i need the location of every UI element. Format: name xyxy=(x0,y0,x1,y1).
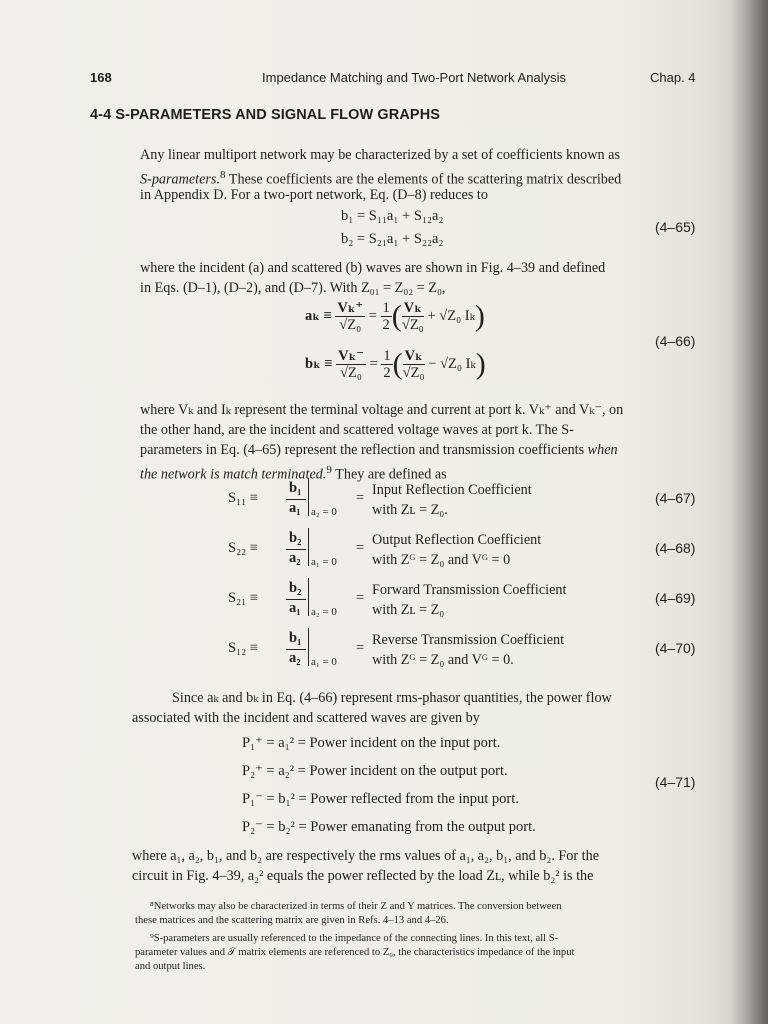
para1-line3: in Appendix D. For a two-port network, Eq. (D–8) reduces to xyxy=(140,187,488,203)
sparam-description: Input Reflection Coefficient xyxy=(372,482,532,498)
footnote-8-line2: these matrices and the scattering matrix are given in Refs. 4–13 and 4–26. xyxy=(135,915,449,926)
para2-line2: in Eqs. (D–1), (D–2), and (D–7). With Z₀₁ = Z₀₂ = Z₀, xyxy=(140,280,446,296)
para4-line2: associated with the incident and scattered waves are given by xyxy=(132,710,480,726)
para5-line2: circuit in Fig. 4–39, a₂² equals the power reflected by the load Zʟ, while b₂² is the xyxy=(132,868,594,884)
page-number: 168 xyxy=(90,70,112,85)
para3-line4-rest: They are defined as xyxy=(331,466,447,483)
eq-4-66-a-one: 1 xyxy=(382,300,390,316)
eq-4-66-b-equals: = xyxy=(369,355,382,372)
eq-4-66-a-num: Vₖ⁺ xyxy=(337,300,364,316)
sparam-numerator: b₁ xyxy=(289,480,302,496)
eq-4-66-a-inner-num: Vₖ xyxy=(403,300,422,316)
eq-4-66-b-minus-term: − √Z₀ Iₖ xyxy=(428,355,476,372)
eq-4-71-row1: P₁⁺ = a₁² = Power incident on the input port. xyxy=(242,735,501,751)
sparam-equals: = xyxy=(356,540,365,556)
sparam-equals: = xyxy=(356,640,365,656)
eq-4-65-row2: b₂ = S₂₁a₁ + S₂₂a₂ xyxy=(341,231,444,247)
footnote-9-line1: ⁹S-parameters are usually referenced to the impedance of the connecting lines. In this text, all S- xyxy=(150,933,559,944)
sparam-lhs: S₁₁ ≡ xyxy=(228,490,258,506)
eq-4-65-row1: b₁ = S₁₁a₁ + S₁₂a₂ xyxy=(341,208,444,224)
eq-4-66-b-half xyxy=(381,348,392,381)
sparam-description: Output Reflection Coefficient xyxy=(372,532,542,548)
eq-4-66-b-lhs: bₖ ≡ xyxy=(305,355,333,372)
sparam-eq-number: (4–68) xyxy=(655,540,696,556)
sparam-evaluation-bar xyxy=(308,628,309,666)
eq-4-66-number: (4–66) xyxy=(655,333,696,349)
sparam-equals: = xyxy=(356,490,365,506)
eq-4-66-a-two: 2 xyxy=(382,317,390,333)
eq-4-71-row2: P₂⁺ = a₂² = Power incident on the output port. xyxy=(242,763,508,779)
eq-4-66-a-den: √Z₀ xyxy=(339,317,362,333)
eq-4-66-b-num: Vₖ⁻ xyxy=(338,348,364,364)
para4-line1: Since aₖ and bₖ in Eq. (4–66) represent rms-phasor quantities, the power flow xyxy=(172,690,612,706)
para3-line1: where Vₖ and Iₖ represent the terminal voltage and current at port k. Vₖ⁺ and Vₖ⁻, on xyxy=(140,402,624,418)
sparam-condition: a₂ = 0 xyxy=(311,606,337,618)
sparam-evaluation-bar xyxy=(308,478,309,516)
sparam-condition-text: with Zʟ = Z₀. xyxy=(372,502,448,518)
sparam-equals: = xyxy=(356,590,365,606)
footnote-ref-9: 9 xyxy=(326,464,332,476)
sparam-evaluation-bar xyxy=(308,528,309,566)
sparam-denominator: a₂ xyxy=(289,550,301,566)
eq-4-66-a-lhs: aₖ ≡ xyxy=(305,307,332,324)
footnote-9-line2: parameter values and 𝒯 matrix elements are referenced to Z₀, the characteristics impedance of the input xyxy=(135,947,575,958)
sparam-evaluation-bar xyxy=(308,578,309,616)
eq-4-66-a-plus-term: + √Z₀ Iₖ xyxy=(427,307,475,324)
footnote-9-line3: and output lines. xyxy=(135,961,206,972)
eq-4-66-b-frac xyxy=(336,348,366,381)
para3-line3 xyxy=(140,440,618,460)
sparam-eq-number: (4–69) xyxy=(655,590,696,606)
sparam-numerator: b₂ xyxy=(289,580,302,596)
sparam-condition: a₂ = 0 xyxy=(311,506,337,518)
para3-line3-italic: when xyxy=(584,442,618,458)
footnote-ref-8: 8 xyxy=(220,169,226,181)
eq-4-66-b: bₖ ≡ $\frac{\text{Vₖ⁻}}{\text{√Z₀}}$ = $\frac{1}{2}$ ( $\frac{\text{Vₖ}}{\text{√Z₀}}$ − √Z₀ Iₖ) xyxy=(305,347,486,381)
sparam-eq-number: (4–67) xyxy=(655,490,696,506)
para5-line1: where a₁, a₂, b₁, and b₂ are respectively the rms values of a₁, a₂, b₁, and b₂. For the xyxy=(132,848,600,864)
eq-4-65-number: (4–65) xyxy=(655,219,696,235)
section-title: 4-4 S-PARAMETERS AND SIGNAL FLOW GRAPHS xyxy=(90,107,441,123)
eq-4-71-row4: P₂⁻ = b₂² = Power emanating from the output port. xyxy=(242,819,536,835)
page-gutter-shadow xyxy=(730,0,768,1024)
eq-4-66-a: aₖ ≡ $\frac{\text{Vₖ⁺}}{\text{√Z₀}}$ = $\frac{1}{2}$ ( $\frac{\text{Vₖ}}{\text{√Z₀}}$ + √Z₀ Iₖ) xyxy=(305,299,485,333)
eq-4-66-a-frac xyxy=(335,300,365,333)
chapter-label: Chap. 4 xyxy=(650,70,696,85)
sparam-lhs: S₂₁ ≡ xyxy=(228,590,258,606)
eq-4-66-a-inner xyxy=(402,300,424,333)
eq-4-66-b-one: 1 xyxy=(383,348,391,364)
sparam-numerator: b₂ xyxy=(289,530,302,546)
sparam-lhs: S₂₂ ≡ xyxy=(228,540,258,556)
sparam-numerator: b₁ xyxy=(289,630,302,646)
eq-4-66-a-half xyxy=(381,300,392,333)
eq-4-66-b-two: 2 xyxy=(383,365,391,381)
sparam-condition-text: with Zʟ = Z₀ xyxy=(372,602,445,618)
eq-4-66-b-den: √Z₀ xyxy=(340,365,362,381)
eq-4-71-number: (4–71) xyxy=(655,774,696,790)
sparam-condition: a₁ = 0 xyxy=(311,656,337,668)
eq-4-66-b-inner-num: Vₖ xyxy=(404,348,423,364)
eq-4-71-row3: P₁⁻ = b₁² = Power reflected from the input port. xyxy=(242,791,519,807)
sparam-denominator: a₂ xyxy=(289,650,301,666)
sparam-condition: a₁ = 0 xyxy=(311,556,337,568)
eq-4-66-b-inner-den: √Z₀ xyxy=(402,365,425,381)
para3-line3-text: parameters in Eq. (4–65) represent the reflection and transmission coefficients xyxy=(140,442,585,458)
running-title: Impedance Matching and Two-Port Network Analysis xyxy=(262,70,566,85)
sparam-eq-number: (4–70) xyxy=(655,640,696,656)
para3-line4-italic: the network is match terminated. xyxy=(140,466,327,483)
sparam-denominator: a₁ xyxy=(289,600,301,616)
para1-line2-rest: These coefficients are the elements of the scattering matrix described xyxy=(225,171,622,188)
s-parameters-term: S-parameters. xyxy=(140,171,220,188)
para3-line2: the other hand, are the incident and scattered voltage waves at port k. The S- xyxy=(140,422,574,438)
eq-4-66-a-equals: = xyxy=(368,307,381,324)
sparam-condition-text: with Zᴳ = Z₀ and Vᴳ = 0 xyxy=(372,552,511,568)
sparam-denominator: a₁ xyxy=(289,500,301,516)
eq-4-66-b-inner xyxy=(403,348,425,381)
eq-4-66-a-inner-den: √Z₀ xyxy=(401,317,424,333)
para1-line1: Any linear multiport network may be characterized by a set of coefficients known as xyxy=(140,147,620,163)
sparam-description: Forward Transmission Coefficient xyxy=(372,582,567,598)
sparam-condition-text: with Zᴳ = Z₀ and Vᴳ = 0. xyxy=(372,652,514,668)
sparam-description: Reverse Transmission Coefficient xyxy=(372,632,565,648)
para2-line1: where the incident (a) and scattered (b) waves are shown in Fig. 4–39 and defined xyxy=(140,260,606,276)
footnote-8-line1: ⁸Networks may also be characterized in terms of their Z and Y matrices. The conversion between xyxy=(150,901,562,912)
sparam-lhs: S₁₂ ≡ xyxy=(228,640,258,656)
